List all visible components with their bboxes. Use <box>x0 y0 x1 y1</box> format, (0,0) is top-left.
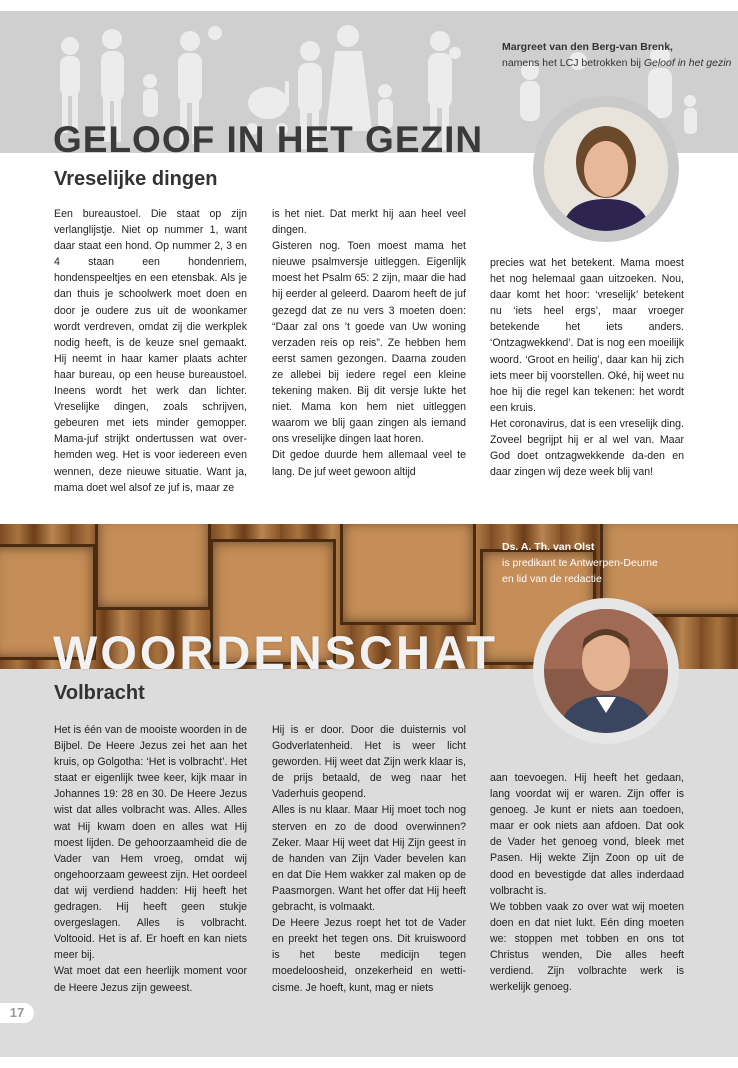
paragraph: Hij is er door. Door die duisternis vol Godverlatenheid. Het is weer licht geworden. Hij weet dat Zijn werk klaar is, de prijs betaald, de weg naar het Vaderhuis geopend. <box>272 724 466 801</box>
section-subtitle: Vreselijke dingen <box>54 168 218 190</box>
paragraph: Een bureaustoel. Die staat op zijn verlanglijstje. Niet op nummer 1, want daar staat een hond. Op nummer 2, 3 en 4 staan een hondenriem, hondenspeeltjes en een etensbak. Als je dan thuis je schoolwerk moet doen en door je oudere zus uit de woonkamer wordt verdreven, omdat zij die werkplek nodig heeft, is de keuze snel gemaakt. Hij neemt in haar kamer plaats achter haar bureau, op een heuse bureaustoel. Ineens wordt het werk dan lichter. Vreselijke dingen, zoals schrijven, gebeuren met iets minder gemopper. Mama-juf strijkt ondertussen wat over-hemden weg. Het is voor iedereen even wennen, deze nieuwe situatie. Want ja, mama doet wel alsof ze juf is, maar ze <box>54 208 247 494</box>
wood-block <box>95 524 211 610</box>
page-number: 17 <box>0 1003 34 1023</box>
paragraph: We tobben vaak zo over wat wij moeten doen en dat niet lukt. Eén ding moeten we: stoppen met tobben en ons tot Christus wenden, Die alles heeft verdiend. Zijn volbrachte werk is werkelijk genoeg. <box>490 900 684 994</box>
author-name: Ds. A. Th. van Olst <box>502 541 595 553</box>
top-margin <box>0 0 738 11</box>
paragraph: Dit gedoe duurde hem allemaal veel te lang. De juf weet gewoon altijd <box>272 449 466 478</box>
paragraph: precies wat het betekent. Mama moest het nog helemaal gaan uitzoeken. Nou, daar komt het hoor: ‘vreselijk’ betekent nu ‘iets heel ergs’, maar vroeger betekende het iets anders. ‘Ontzagwekkend’. Dat is nog een moeilijk woord. ‘Groot en heilig’, daar kan hij zich iets meer bij voorstellen. Oké, hij weet nu hoe hij die regel kan tekenen: het wordt een kruis. <box>490 257 684 414</box>
author-photo-frame <box>533 598 679 744</box>
section-title: WOORDENSCHAT <box>53 626 499 679</box>
bottom-margin <box>0 1057 738 1068</box>
section-geloof-in-het-gezin <box>0 11 738 522</box>
section-woordenschat <box>0 524 738 1057</box>
paragraph: Het coronavirus, dat is een vreselijk ding. Zoveel begrijpt hij er al wel van. Maar God doet ontzagwekkende da-den en daar zingen wij deze week blij van! <box>490 417 684 479</box>
author-role: en lid van de redactie <box>502 573 602 585</box>
column-1 <box>54 206 247 496</box>
section-title: GELOOF IN HET GEZIN <box>53 119 484 160</box>
author-name: Margreet van den Berg-van Brenk, <box>502 41 673 53</box>
author-credit <box>502 539 658 587</box>
column-3 <box>490 255 684 480</box>
author-photo <box>544 107 668 231</box>
wood-block <box>340 524 476 625</box>
column-2 <box>272 206 466 480</box>
section-subtitle: Volbracht <box>54 682 145 704</box>
paragraph: is het niet. Dat merkt hij aan heel veel dingen. <box>272 208 466 237</box>
column-2 <box>272 722 466 996</box>
paragraph: Het is één van de mooiste woorden in de Bijbel. De Heere Jezus zei het aan het kruis, op Golgotha: ‘Het is volbracht’. Het staat er eigenlijk twee keer, kijk maar in Johannes 19: 28 en 30. De Heere Jezus wist dat alles volbracht was. Alles. Alles wat Hij kwam doen en alles wat Hij moest lijden. De gehoorzaamheid die de Vader van Hem vroeg, omdat wij ongehoorzaam geweest zijn. Het oordeel dat wij verdiend hadden: Hij heeft het gedragen. Hij heeft geen stukje overgeslagen. Alles is volbracht. Voltooid. Het is af. Er hoeft en kan niets meer bij. <box>54 724 247 962</box>
paragraph: Alles is nu klaar. Maar Hij moet toch nog sterven en zo de dood overwinnen? Zeker. Maar Hij weet dat Hij Zijn geest in de handen van Zijn Vader bevelen kan en dat Die Hem wakker zal maken op de Paasmorgen. Want het offer dat Hij heeft gebracht, is volmaakt. <box>272 804 466 914</box>
paragraph: aan toevoegen. Hij heeft het gedaan, lang voordat wij er waren. Zijn offer is genoeg. Je kunt er niets aan toedoen, maar er ook niets aan afdoen. Dat ook de Vader het genoeg vond, bleek met Pasen. Hij wekte Zijn Zoon op uit de dood en bevestigde dat alles inderdaad volbracht is. <box>490 772 684 897</box>
author-photo-frame <box>533 96 679 242</box>
author-role: namens het LCJ betrokken bij <box>502 57 641 69</box>
paragraph: Gisteren nog. Toen moest mama het nieuwe psalmversje uitleggen. Eigenlijk moest het Psalm 65: 2 zijn, maar die had hij eerder al geleerd. Daarom heeft de juf gezegd dat ze nu vers 3 moeten doen: “Daar zal ons ’t goede van Uw woning verzaden reis op reis”. Ze hebben hem eerst samen gezongen. Daarna zouden ze allebei bij iedere regel een kleine tekening maken. Bij dit versje lukte het niet. Mama kon hem niet uitleggen waarom we blij gaan zingen als iemand ons vreselijke dingen laat horen. <box>272 240 466 446</box>
author-role-emphasis: Geloof in het gezin <box>643 57 732 69</box>
column-1 <box>54 722 247 996</box>
author-photo <box>544 609 668 733</box>
paragraph: De Heere Jezus roept het tot de Vader en preekt het tegen ons. Dit kruiswoord is het beste medicijn tegen moedeloosheid, onzekerheid en wetti-cisme. Je hoeft, kunt, mag er niets <box>272 917 466 994</box>
author-role: is predikant te Antwerpen-Deurne <box>502 557 658 569</box>
column-3 <box>490 770 684 995</box>
paragraph: Wat moet dat een heerlijk moment voor de Heere Jezus zijn geweest. <box>54 965 247 994</box>
author-credit <box>502 39 731 71</box>
